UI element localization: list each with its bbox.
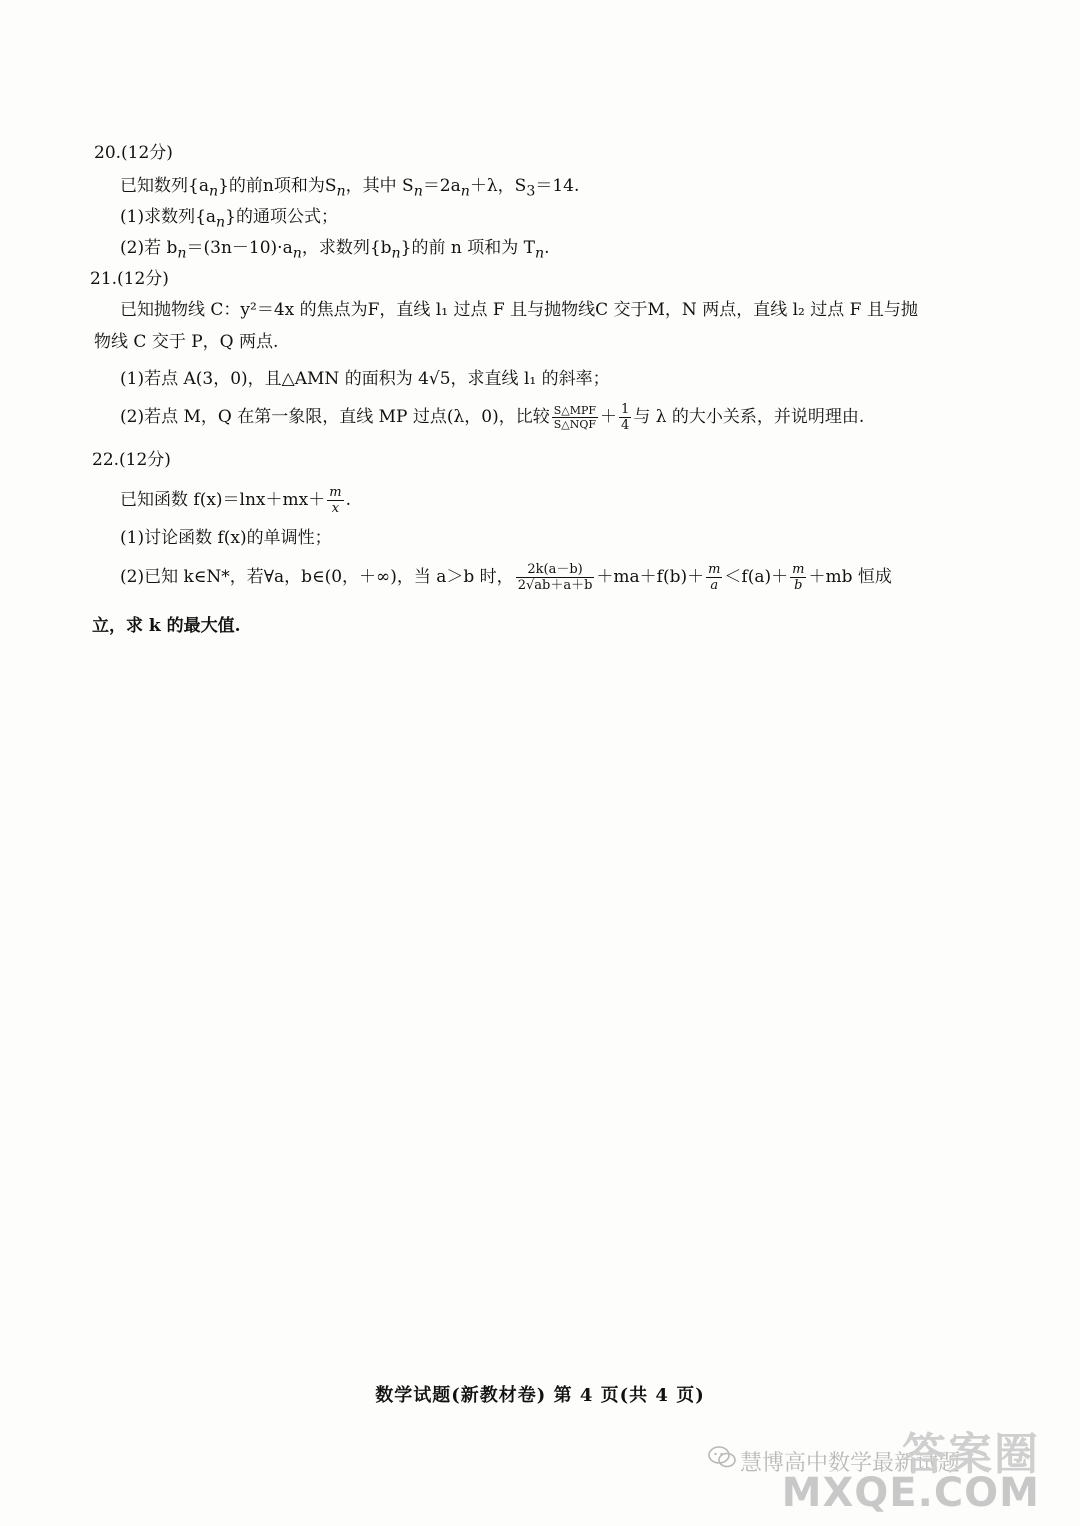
subscript: n xyxy=(460,183,470,200)
subscript: n xyxy=(177,245,187,262)
q22-part2-text: ＋mb 恒成 xyxy=(808,567,892,587)
fraction-numerator: m xyxy=(329,485,342,500)
area-ratio-fraction xyxy=(552,404,598,431)
plus-sign: ＋ xyxy=(600,407,618,427)
wechat-icon xyxy=(708,1446,736,1468)
subscript: 3 xyxy=(526,183,536,200)
q22-part2-text: ＜f(a)＋ xyxy=(724,567,789,587)
fraction-denominator: b xyxy=(794,578,803,593)
q22-part2-text: (2)已知 k∈N*，若∀a，b∈(0，＋∞)，当 a＞b 时， xyxy=(120,567,514,587)
q22-part2-text: ＋ma＋f(b)＋ xyxy=(596,567,705,587)
fraction-denominator: 4 xyxy=(621,418,630,433)
q20-part1-text: (1)求数列{a xyxy=(120,207,217,227)
q22-header: 22.(12分) xyxy=(92,450,171,470)
m-over-x-fraction xyxy=(327,485,343,516)
q22-stem-text: 已知函数 f(x)＝lnx＋mx＋ xyxy=(120,490,326,510)
q20-stem-part: ＋λ，S xyxy=(469,176,527,196)
q20-stem xyxy=(120,174,579,203)
q20-part2-text: ，求数列{b xyxy=(301,238,392,258)
q20-part2 xyxy=(120,236,550,265)
subscript: n xyxy=(413,183,423,200)
q22-part2-continued: 立，求 k 的最大值. xyxy=(92,616,241,636)
q22-stem-text: . xyxy=(345,490,351,510)
fraction-numerator: 2k(a－b) xyxy=(516,562,595,578)
fraction-denominator: x xyxy=(331,501,340,516)
subscript: n xyxy=(391,245,401,262)
q20-part2-text: }的前 n 项和为 T xyxy=(400,238,535,258)
q21-part2-text: (2)若点 M，Q 在第一象限，直线 MP 过点(λ，0)，比较 xyxy=(120,407,550,427)
watermark xyxy=(740,1418,1050,1518)
fraction-denominator: a xyxy=(710,578,719,593)
q21-part1: (1)若点 A(3，0)，且△AMN 的面积为 4√5，求直线 l₁ 的斜率； xyxy=(120,369,610,389)
m-over-a-fraction xyxy=(706,562,722,593)
q22-part2 xyxy=(120,562,892,593)
q20-part2-text: ＝(3n－10)·a xyxy=(186,238,293,258)
quarter-fraction xyxy=(619,402,631,433)
q20-part1 xyxy=(120,205,338,234)
fraction-numerator: S△MPF xyxy=(553,404,597,417)
watermark-text: 慧博高中数学最新试题 xyxy=(740,1451,961,1476)
q20-part2-text: (2)若 b xyxy=(120,238,178,258)
fraction-denominator: 2√ab＋a＋b xyxy=(517,578,593,593)
fraction-denominator: S△NQF xyxy=(553,418,597,431)
q21-stem-line1: 已知抛物线 C：y²＝4x 的焦点为F，直线 l₁ 过点 F 且与抛物线C 交于M，N 两点，直线 l₂ 过点 F 且与抛 xyxy=(120,300,918,320)
subscript: n xyxy=(336,183,346,200)
fraction-numerator: m xyxy=(708,562,721,577)
q20-part1-text: }的通项公式； xyxy=(225,207,338,227)
page-footer: 数学试题(新教材卷) 第 4 页(共 4 页) xyxy=(375,1385,705,1406)
watermark-site: MXQE.COM xyxy=(781,1470,1040,1516)
q22-part1: (1)讨论函数 f(x)的单调性； xyxy=(120,528,332,548)
q20-header: 20.(12分) xyxy=(94,143,173,163)
q22-stem xyxy=(120,485,351,516)
subscript: n xyxy=(292,245,302,262)
watermark-logo: 答案圈 xyxy=(902,1429,1040,1480)
subscript: n xyxy=(534,245,545,262)
subscript: n xyxy=(208,183,219,200)
k-fraction xyxy=(516,562,595,593)
fraction-numerator: 1 xyxy=(621,402,630,417)
q20-part2-text: . xyxy=(544,238,550,258)
q20-stem-part: ＝2a xyxy=(422,176,461,196)
q21-part2 xyxy=(120,402,864,433)
m-over-b-fraction xyxy=(790,562,806,593)
subscript: n xyxy=(216,214,226,231)
q20-stem-part: ，其中 S xyxy=(345,176,414,196)
fraction-numerator: m xyxy=(792,562,805,577)
q20-stem-part: }的前n项和为S xyxy=(218,176,337,196)
q21-header: 21.(12分) xyxy=(90,269,169,289)
q21-part2-text: 与 λ 的大小关系，并说明理由. xyxy=(633,407,865,427)
q20-stem-part: 已知数列{a xyxy=(120,176,209,196)
q21-stem-line2: 物线 C 交于 P，Q 两点. xyxy=(94,332,279,352)
q20-stem-part: ＝14. xyxy=(535,176,580,196)
